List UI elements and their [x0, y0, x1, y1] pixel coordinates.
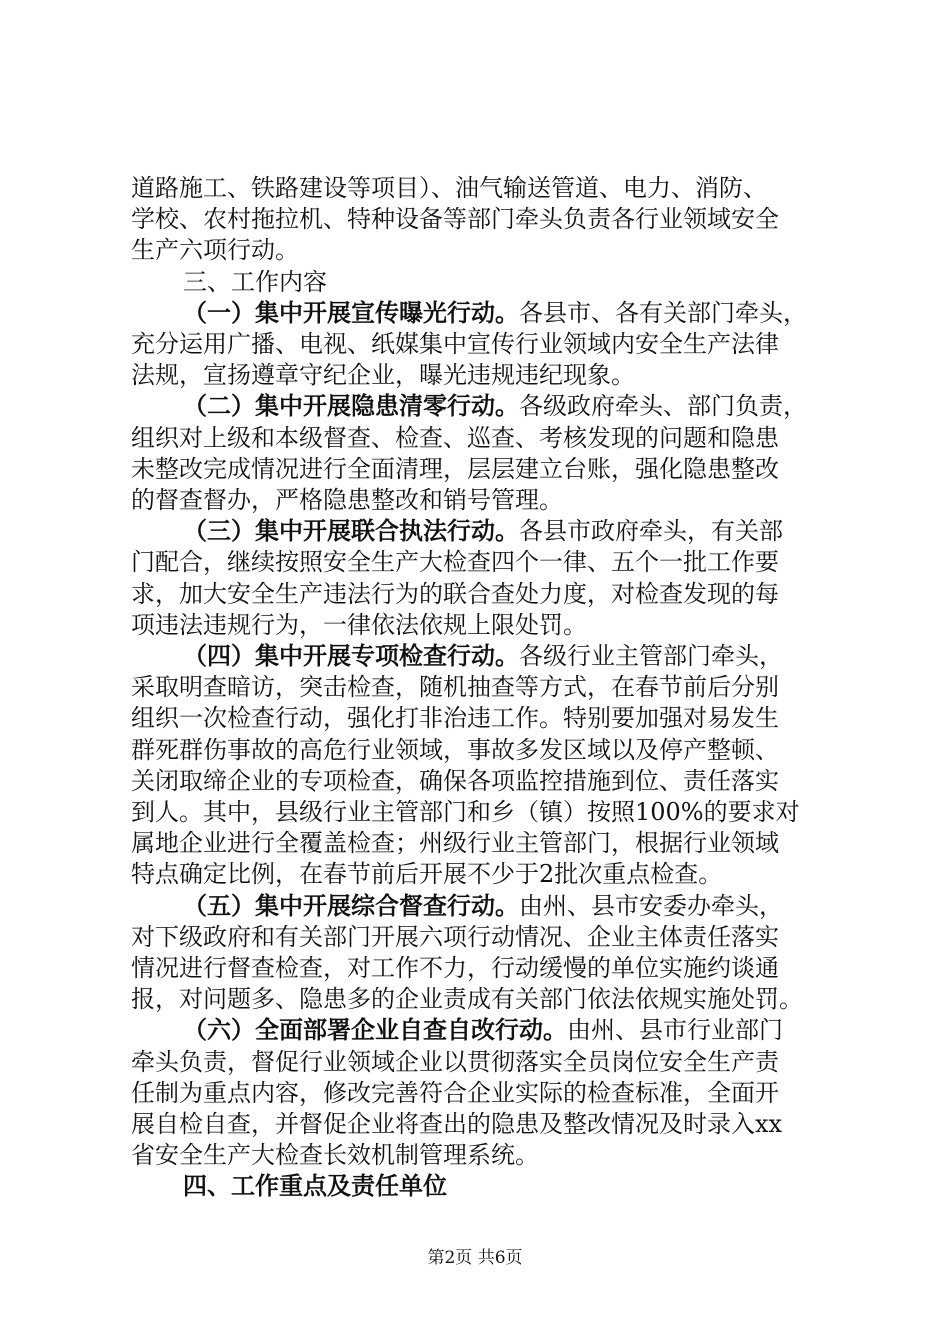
line-text: 充分运用广播、电视、纸媒集中宣传行业领域内安全生产法律: [131, 330, 779, 358]
line-text: 特点确定比例，在春节前后开展不少于2批次重点检查。: [131, 860, 723, 889]
line-text: 由州、县市安委办牵头，: [519, 891, 783, 920]
body-line-27: [131, 984, 803, 1014]
section-heading-3: [183, 267, 327, 297]
line-text: 由州、县市行业部门: [567, 1016, 783, 1045]
line-text: 各级行业主管部门牵头，: [519, 642, 783, 670]
body-line-30: [131, 1078, 779, 1108]
body-line-10: [131, 454, 779, 484]
subsection-2-first-line: [183, 391, 807, 421]
subsection-3-first-line: [183, 516, 783, 546]
line-text: 项违法违规行为，一律依法依规上限处罚。: [131, 610, 587, 639]
line-text: 牵头负责，督促行业领域企业以贯彻落实全员岗位安全生产责: [131, 1047, 779, 1076]
line-text: 法规，宣扬遵章守纪企业，曝光违规违纪现象。: [131, 361, 635, 390]
body-line-2: [131, 204, 779, 234]
subsection-5-heading: （五）集中开展综合督查行动。: [183, 891, 519, 920]
subsection-1-heading: （一）集中开展宣传曝光行动。: [183, 298, 519, 327]
line-text: 的督查督办，严格隐患整改和销号管理。: [131, 486, 563, 514]
body-line-29: [131, 1047, 779, 1077]
line-text: 各县市、各有关部门牵头，: [519, 298, 807, 327]
line-text: 未整改完成情况进行全面清理，层层建立台账，强化隐患整改: [131, 454, 779, 483]
body-line-23: [131, 859, 722, 889]
body-line-11: [131, 485, 563, 515]
line-text: 各级政府牵头、部门负责，: [519, 392, 807, 421]
body-line-14: [131, 579, 779, 609]
body-line-21: [131, 797, 800, 827]
line-text: 报，对问题多、隐患多的企业责成有关部门依法依规实施处罚。: [131, 985, 803, 1014]
subsection-6-first-line: [183, 1015, 783, 1045]
line-text: 群死群伤事故的高危行业领域，事故多发区域以及停产整顿、: [131, 735, 779, 764]
body-line-6: [131, 329, 779, 359]
line-text: 对下级政府和有关部门开展六项行动情况、企业主体责任落实: [131, 922, 779, 951]
heading-text: 四、工作重点及责任单位: [183, 1172, 447, 1201]
line-text: 门配合，继续按照安全生产大检查四个一律、五个一批工作要: [131, 548, 779, 577]
page-footer: 第2页 共6页: [427, 1248, 523, 1268]
line-text: 属地企业进行全覆盖检查；州级行业主管部门，根据行业领域: [131, 829, 779, 858]
body-line-3: [131, 235, 299, 265]
body-line-18: [131, 703, 779, 733]
body-line-17: [131, 672, 779, 702]
body-line-15: [131, 610, 587, 640]
subsection-6-heading: （六）全面部署企业自查自改行动。: [183, 1016, 567, 1045]
subsection-4-first-line: [183, 641, 783, 671]
line-text: 任制为重点内容，修改完善符合企业实际的检查标准，全面开: [131, 1078, 779, 1107]
line-text: 省安全生产大检查长效机制管理系统。: [131, 1141, 539, 1170]
section-heading-4: [183, 1171, 447, 1201]
subsection-1-first-line: [183, 298, 807, 328]
heading-text: 三、工作内容: [183, 267, 327, 296]
line-text: 到人。其中，县级行业主管部门和乡（镇）按照100%的要求对: [131, 798, 800, 826]
subsection-2-heading: （二）集中开展隐患清零行动。: [183, 392, 519, 421]
line-text: 各县市政府牵头，有关部: [519, 517, 783, 546]
body-line-22: [131, 828, 779, 858]
body-line-31: [131, 1109, 782, 1139]
body-line-19: [131, 735, 779, 765]
line-text: 关闭取缔企业的专项检查，确保各项监控措施到位、责任落实: [131, 766, 779, 795]
line-text: 情况进行督查检查，对工作不力，行动缓慢的单位实施约谈通: [131, 954, 779, 982]
line-text: 道路施工、铁路建设等项目）、油气输送管道、电力、消防、: [131, 174, 767, 202]
line-text: 组织一次检查行动，强化打非治违工作。特别要加强对易发生: [131, 704, 779, 733]
body-line-9: [131, 423, 779, 453]
body-line-32: [131, 1140, 539, 1170]
body-line-20: [131, 766, 779, 796]
body-line-25: [131, 922, 779, 952]
body-line-13: [131, 547, 779, 577]
body-line-7: [131, 360, 635, 390]
subsection-3-heading: （三）集中开展联合执法行动。: [183, 517, 519, 546]
line-text: 求，加大安全生产违法行为的联合查处力度，对检查发现的每: [131, 579, 779, 608]
line-text: 采取明查暗访，突击检查，随机抽查等方式，在春节前后分别: [131, 673, 779, 702]
body-line-1: [131, 173, 767, 203]
line-text: 学校、农村拖拉机、特种设备等部门牵头负责各行业领域安全: [131, 205, 779, 234]
line-text: 生产六项行动。: [131, 236, 299, 265]
line-text: 展自检自查，并督促企业将查出的隐患及整改情况及时录入xx: [131, 1110, 783, 1138]
body-line-26: [131, 953, 779, 983]
subsection-5-first-line: [183, 891, 783, 921]
line-text: 组织对上级和本级督查、检查、巡查、考核发现的问题和隐患: [131, 423, 779, 452]
subsection-4-heading: （四）集中开展专项检查行动。: [183, 642, 519, 670]
